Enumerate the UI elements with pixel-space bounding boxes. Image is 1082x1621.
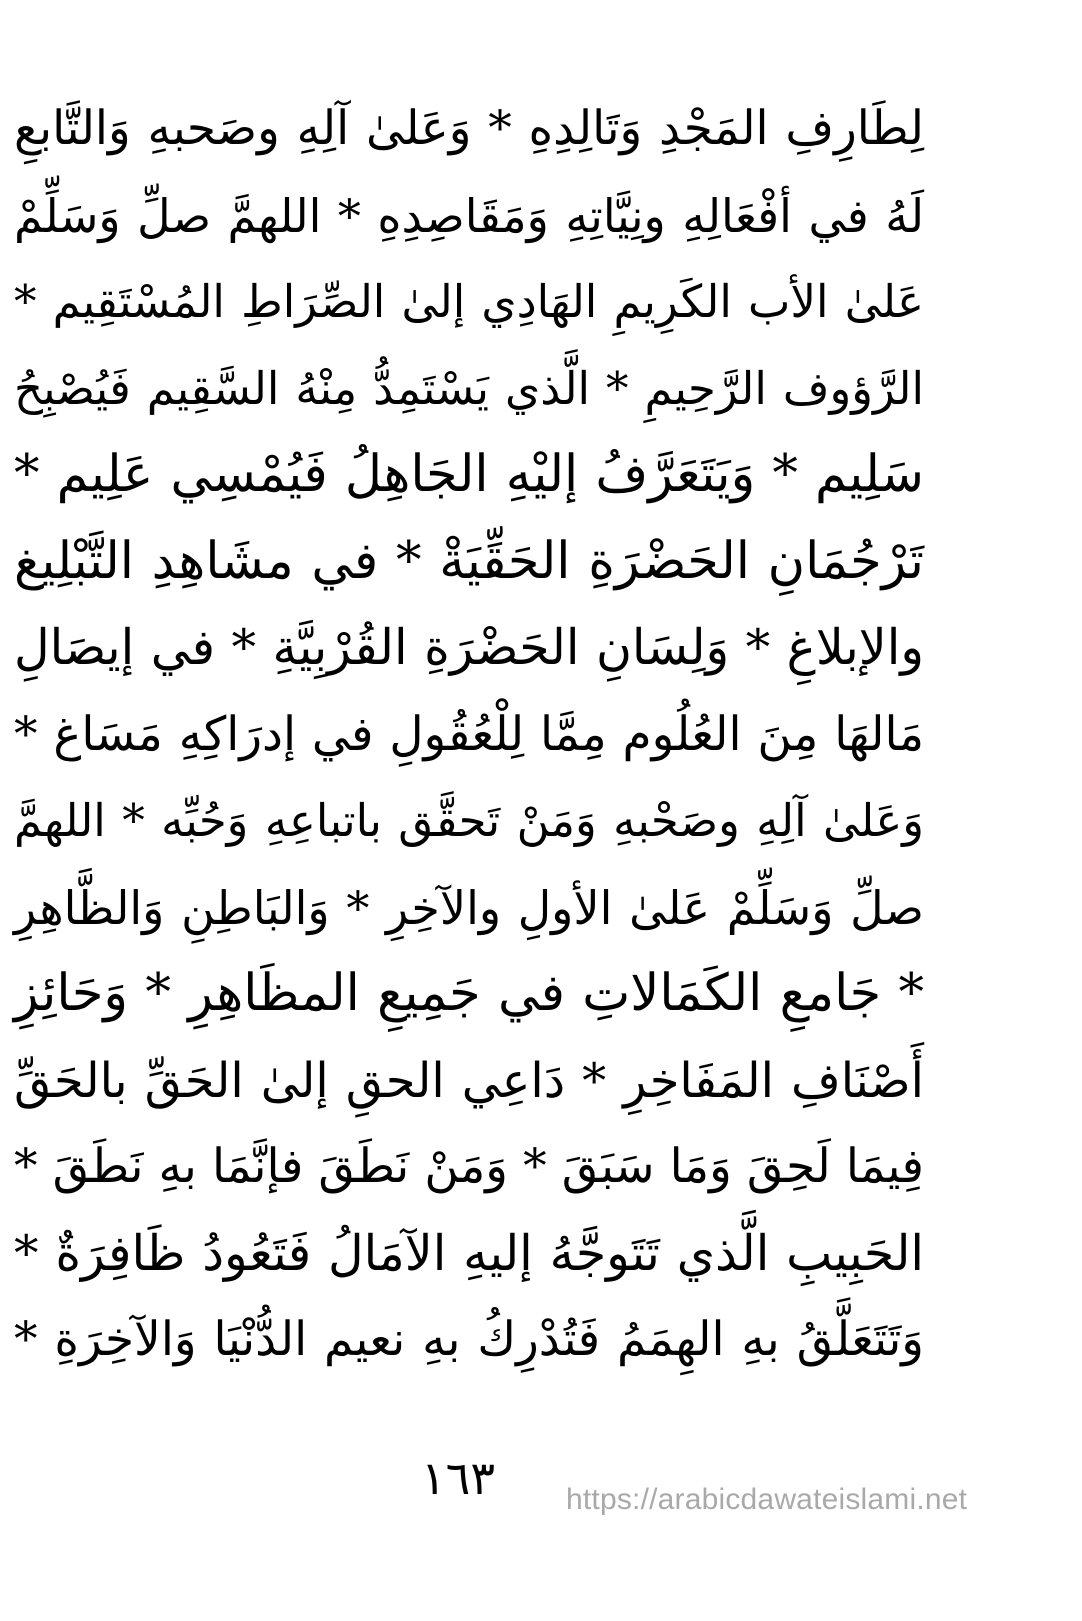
text-line: صلِّ وَسَلِّمْ عَلىٰ الأولِ والآخِرِ * وَالبَاطِنِ وَالظَّاهِرِ bbox=[14, 880, 924, 935]
text-line: الحَبِيبِ الَّذي تَتَوجَّهُ إليهِ الآمَالُ فَتَعُودُ ظَافِرَةٌ * bbox=[14, 1224, 924, 1282]
text-line: * جَامعِ الكَمَالاتِ في جَمِيعِ المظَاهِرِ * وَحَائِزِ bbox=[14, 964, 924, 1023]
page-number: ١٦٣ bbox=[420, 1451, 496, 1505]
text-line: أَصْنَافِ المَفَاخِرِ * دَاعِي الحقِ إلىٰ الحَقِّ بالحَقِّ bbox=[14, 1052, 924, 1109]
text-line: وَعَلىٰ آلِهِ وصَحْبهِ وَمَنْ تَحقَّق باتباعِهِ وَحُبِّه * اللهمَّ bbox=[14, 794, 924, 847]
text-line: لَهُ في أفْعَالِهِ ونِيَّاتِهِ وَمَقَاصِدِهِ * اللهمَّ صلِّ وَسَلِّمْ bbox=[14, 188, 924, 243]
body-text bbox=[14, 86, 924, 1384]
text-line: الرَّؤوف الرَّحِيمِ * الَّذي يَسْتَمِدُّ مِنْهُ السَّقِيم فَيُصْبِحُ bbox=[14, 361, 924, 415]
text-line: سَلِيم * وَيَتَعَرَّفُ إليْهِ الجَاهِلُ فَيُمْسِي عَلِيم * bbox=[14, 445, 924, 504]
text-line: لِطَارِفِ المَجْدِ وَتَالِدِهِ * وَعَلىٰ آلِهِ وصَحبهِ وَالتَّابعِ bbox=[14, 101, 924, 156]
text-line: فِيمَا لَحِقَ وَمَا سَبَقَ * وَمَنْ نَطَقَ فإنَّمَا بهِ نَطَقَ * bbox=[14, 1139, 924, 1194]
text-line: عَلىٰ الأب الكَرِيمِ الهَادِي إلىٰ الصِّرَاطِ المُسْتَقِيم * bbox=[14, 275, 924, 328]
text-line: وَتَتَعَلَّقُ بهِ الهِمَمُ فَتُدْرِكُ بهِ نعيم الدُّنْيَا وَالآخِرَةِ * bbox=[14, 1312, 924, 1367]
text-line: مَالهَا مِنَ العُلُوم مِمَّا لِلْعُقُولِ في إدرَاكِهِ مَسَاغ * bbox=[14, 706, 924, 762]
watermark-url: https://arabicdawateislami.net bbox=[566, 1483, 968, 1516]
text-line: تَرْجُمَانِ الحَضْرَةِ الحَقِّيَةْ * في مشَاهِدِ التَّبْلِيغ bbox=[14, 531, 924, 591]
text-line: والإبلاغِ * وَلِسَانِ الحَضْرَةِ القُرْبِيَّةِ * في إيصَالِ bbox=[14, 619, 924, 676]
